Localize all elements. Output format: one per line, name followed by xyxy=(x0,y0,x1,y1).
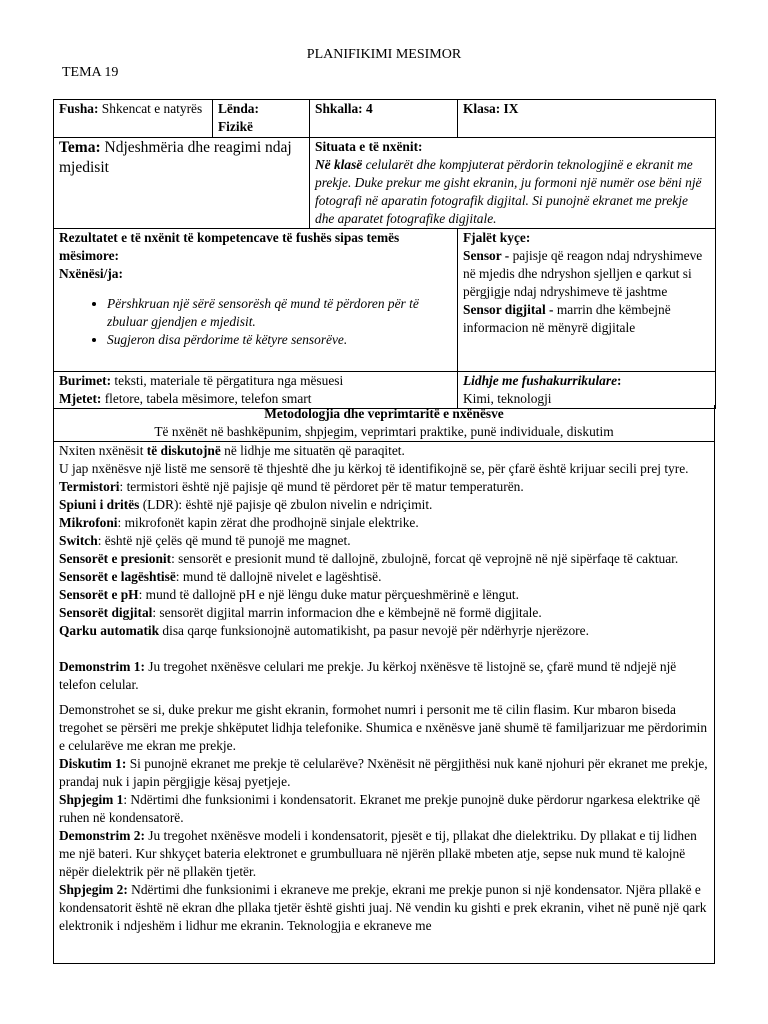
term-label: Switch xyxy=(59,533,98,548)
burimet-value: teksti, materiale të përgatitura nga mësuesi xyxy=(111,373,344,388)
demo2-label: Demonstrim 2: xyxy=(59,828,145,843)
term-label: Qarku automatik xyxy=(59,623,160,638)
term-text: : termistori është një pajisje që mund të përdoret për të matur temperaturën. xyxy=(119,479,524,494)
disk1-paragraph xyxy=(59,755,709,791)
sensor-term-line xyxy=(59,604,709,622)
situata-text: celularët dhe kompjuterat përdorin teknologjinë e ekranit me prekje. Duke prekur me gisht ekranin, ju formoni një numër ose bëni një fotografi në aparatin fotografik digjital. Si punojnë ekranet me prekje dhe aparatet fotografike digjitale. xyxy=(315,157,702,226)
resources-row xyxy=(54,372,716,409)
intro-paragraph xyxy=(59,442,709,460)
sensor-term-line xyxy=(59,532,709,550)
tema-value: Ndjeshmëria dhe reagimi ndaj mjedisit xyxy=(59,139,292,176)
situata-cell xyxy=(310,138,716,229)
tema-row xyxy=(54,138,716,229)
lidhje-cell xyxy=(458,372,716,409)
term-text: disa qarqe funksionojnë automatikisht, pa pasur nevojë për ndërhyrje njerëzore. xyxy=(159,623,589,638)
term-text: : mikrofonët kapin zërat dhe prodhojnë sinjale elektrike. xyxy=(117,515,419,530)
lenda-label: Lënda: xyxy=(218,101,259,116)
sensor-term-line xyxy=(59,550,709,568)
demo1-label: Demonstrim 1: xyxy=(59,659,145,674)
lenda-cell xyxy=(213,100,310,138)
mjetet-label: Mjetet: xyxy=(59,391,102,406)
fusha-value: Shkencat e natyrës xyxy=(98,101,203,116)
disk1-label: Diskutim 1: xyxy=(59,756,127,771)
info-row xyxy=(54,100,716,138)
keywords-cell xyxy=(458,229,716,372)
lenda-value: Fizikë xyxy=(218,119,253,134)
methodology-heading: Metodologjia dhe veprimtaritë e nxënësve xyxy=(264,406,504,421)
lidhje-value: Kimi, teknologji xyxy=(463,391,552,406)
methodology-section xyxy=(53,405,715,964)
sensor-term-line xyxy=(59,496,709,514)
sensor-definition: pajisje që reagon ndaj ndryshimeve në mjedis dhe ndryshon sjelljen e qarkut si përgjigje ndaj ndryshimeve të jashtme xyxy=(463,248,703,299)
sensor-term: Sensor - xyxy=(463,248,510,263)
results-heading: Rezultatet e të nxënit të kompetencave të fushës sipas temës mësimore: xyxy=(59,230,400,263)
methodology-body xyxy=(54,442,714,935)
sensor-term-line xyxy=(59,514,709,532)
shpj1-text: : Ndërtimi dhe funksionimi i kondensatorit. Ekranet me prekje punojnë duke përdorur ngarkesa elektrike që ruhen në kondensatorë. xyxy=(59,792,701,825)
term-text: : është një çelës që mund të punojë me magnet. xyxy=(97,533,351,548)
shkalla: Shkalla: 4 xyxy=(315,101,373,116)
result-item: • Përshkruan një sërë sensorësh që mund të përdoren për të zbuluar gjendjen e mjedisit. xyxy=(107,295,452,331)
results-list xyxy=(59,295,452,349)
term-label: Mikrofoni xyxy=(59,515,118,530)
shpj2-label: Shpjegim 2: xyxy=(59,882,128,897)
tema-label: Tema: xyxy=(59,139,101,156)
term-label: Sensorët e lagështisë xyxy=(59,569,176,584)
intro-text: Nxiten nxënësit xyxy=(59,443,147,458)
disk1-text: Si punojnë ekranet me prekje të celularëve? Nxënësit në përgjithësi nuk kanë njohuri për ekranet me prekje, prandaj nuk i japin përgjigje kësaj pyetjeje. xyxy=(59,756,708,789)
sensor-term-line xyxy=(59,568,709,586)
mjetet-value: fletore, tabela mësimore, telefon smart xyxy=(101,391,312,406)
demo2-paragraph xyxy=(59,827,709,881)
situata-label: Situata e të nxënit: xyxy=(315,139,423,154)
situata-lead: Në klasë xyxy=(315,157,363,172)
sensor-term-line xyxy=(59,622,709,640)
shpj1-label: Shpjegim 1 xyxy=(59,792,124,807)
page-title: PLANIFIKIMI MESIMOR xyxy=(306,47,462,62)
term-label: Sensorët digjital xyxy=(59,605,153,620)
digital-sensor-definition: marrin dhe këmbejnë informacion në mënyrë digjitale xyxy=(463,302,671,335)
term-label: Sensorët e pH xyxy=(59,587,139,602)
term-text: : sensorët e presionit mund të dallojnë, zbulojnë, forcat që veprojnë në një sipërfaqe të caktuar. xyxy=(171,551,679,566)
demo-explain-paragraph: Demonstrohet se si, duke prekur me gisht ekranin, formohet numri i personit me të cilin flasim. Kur mbaron biseda tregohet se përsëri me prekje shkëputet lidhja telefonike. Shumica e nxënësve janë shumë të familjarizuar me përdorimin e celularëve me ekran me prekje. xyxy=(59,702,708,753)
shpj2-text: Ndërtimi dhe funksionimi i ekraneve me prekje, ekrani me prekje punon si një kondensator. Njëra pllakë e kondensatorit është në ekran dhe pllaka tjetër është gishti juaj. Në vendin ku gishti e prek ekranin, vihet në punë një qark elektronik i ndjeshëm i lidhur me ekranin. Teknologjia e ekraneve me xyxy=(59,882,707,933)
shkalla-cell xyxy=(310,100,458,138)
fusha-label: Fusha: xyxy=(59,101,99,116)
methodology-header xyxy=(54,405,714,442)
results-row xyxy=(54,229,716,372)
lidhje-label: Lidhje me fushakurrikulare xyxy=(463,373,618,388)
intro-paragraph-2: U jap nxënësve një listë me sensorë të thjeshtë dhe ju kërkoj të identifikojnë se, për çfarë është krijuar secili prej tyre. xyxy=(59,461,689,476)
keywords-heading: Fjalët kyçe: xyxy=(463,230,531,245)
results-student: Nxënësi/ja: xyxy=(59,266,123,281)
resources-cell xyxy=(54,372,458,409)
burimet-label: Burimet: xyxy=(59,373,112,388)
demo1-paragraph xyxy=(59,658,709,694)
tema-number: TEMA 19 xyxy=(62,65,119,80)
intro-text-end: në lidhje me situatën që paraqitet. xyxy=(220,443,405,458)
fusha-cell xyxy=(54,100,213,138)
sensor-term-line xyxy=(59,586,709,604)
result-item: • Sugjeron disa përdorime të këtyre sensorëve. xyxy=(107,331,452,349)
term-label: Spiuni i dritës xyxy=(59,497,140,512)
digital-sensor-term: Sensor digjital - xyxy=(463,302,554,317)
shpj2-paragraph xyxy=(59,881,709,935)
term-text: (LDR): është një pajisje që zbulon nivelin e ndriçimit. xyxy=(139,497,433,512)
term-label: Sensorët e presionit xyxy=(59,551,172,566)
klasa: Klasa: IX xyxy=(463,101,519,116)
term-text: : mund të dallojnë pH e një lëngu duke matur përçueshmërinë e lëngut. xyxy=(138,587,519,602)
methodology-subheading: Të nxënët në bashkëpunim, shpjegim, veprimtari praktike, punë individuale, diskutim xyxy=(154,424,614,439)
intro-bold: të diskutojnë xyxy=(146,443,221,458)
demo1-text: Ju tregohet nxënësve celulari me prekje. Ju kërkoj nxënësve të listojnë se, çfarë mund të ndjejë një telefon celular. xyxy=(59,659,677,692)
term-text: : sensorët digjital marrin informacion dhe e këmbejnë në formë digjitale. xyxy=(152,605,542,620)
demo2-text: Ju tregohet nxënësve modeli i kondensatorit, pjesët e tij, pllakat dhe dielektriku. Dy pllakat e tij lidhen me një bateri. Kur shkyçet bateria elektronet e grumbulluara në njërën pllakë mbeten atje, sepse nuk mund të kalojnë nëpër dielektrik për në pllakën tjetër. xyxy=(59,828,697,879)
lidhje-colon: : xyxy=(617,373,622,388)
shpj1-paragraph xyxy=(59,791,709,827)
term-label: Termistori xyxy=(59,479,120,494)
term-text: : mund të dallojnë nivelet e lagështisë. xyxy=(175,569,382,584)
klasa-cell xyxy=(458,100,716,138)
lesson-plan-table xyxy=(53,99,716,409)
sensor-term-line xyxy=(59,478,709,496)
results-cell xyxy=(54,229,458,372)
tema-cell xyxy=(54,138,310,229)
